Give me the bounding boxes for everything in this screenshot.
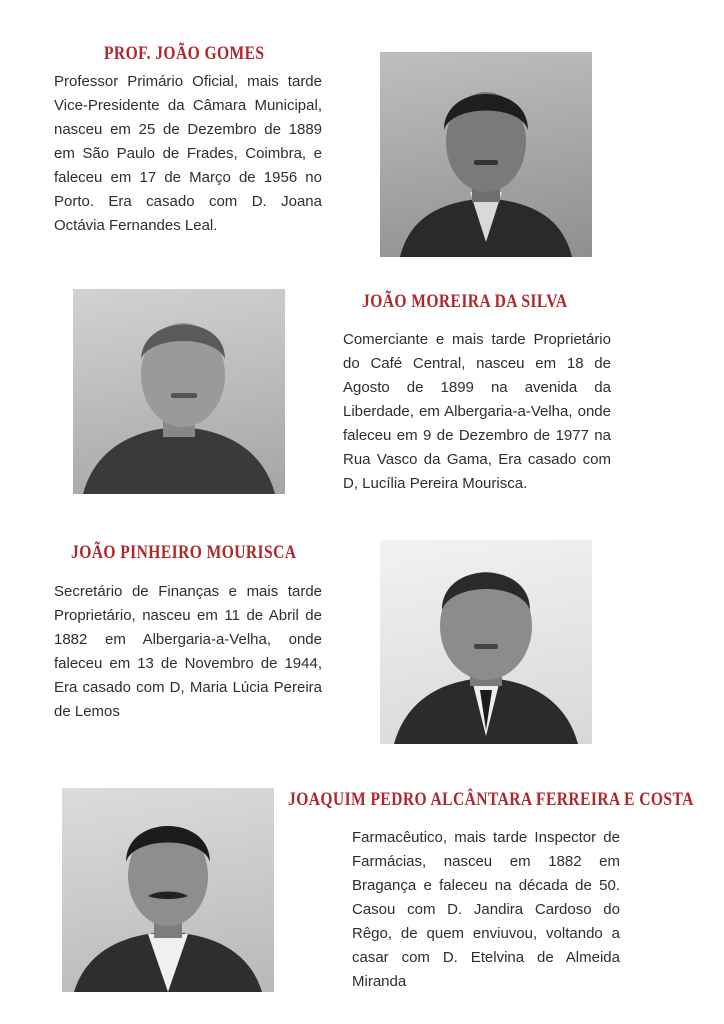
person-name-joao-moreira-da-silva: JOÃO MOREIRA DA SILVA [362,291,568,312]
person-bio-joao-moreira-da-silva: Comerciante e mais tarde Proprietário do Café Central, nasceu em 18 de Agosto de 1899 na avenida da Liberdade, em Albergaria-a-Velha, onde faleceu em 9 de Dezembro de 1977 na Rua Vasco da Gama, Era casado com D, Lucília Pereira Mourisca. [343,331,611,492]
person-name-joaquim-pedro: JOAQUIM PEDRO ALCÂNTARA FERREIRA E COSTA [288,789,694,810]
person-bio-joaquim-pedro: Farmacêutico, mais tarde Inspector de Farmácias, nasceu em 1882 em Bragança e faleceu na década de 50. Casou com D. Jandira Cardoso do Rêgo, de quem enviuvou, voltando a casar com D. Etelvina de Almeida Miranda [352,829,620,990]
portrait-photo-joao-gomes [380,52,592,257]
portrait-photo-joao-moreira-da-silva [73,289,285,494]
person-name-joao-gomes: PROF. JOÃO GOMES [104,43,265,64]
person-name-joao-pinheiro-mourisca: JOÃO PINHEIRO MOURISCA [71,542,297,563]
portrait-photo-joao-pinheiro-mourisca [380,540,592,744]
person-bio-joao-gomes: Professor Primário Oficial, mais tarde Vice-Presidente da Câmara Municipal, nasceu em 25 de Dezembro de 1889 em São Paulo de Frades, Coimbra, e faleceu em 17 de Março de 1956 no Porto. Era casado com D. Joana Octávia Fernandes Leal. [54,73,322,234]
person-bio-joao-pinheiro-mourisca: Secretário de Finanças e mais tarde Proprietário, nasceu em 11 de Abril de 1882 em Albergaria-a-Velha, onde faleceu em 13 de Novembro de 1944, Era casado com D, Maria Lúcia Pereira de Lemos [54,583,322,720]
portrait-photo-joaquim-pedro [62,788,274,992]
